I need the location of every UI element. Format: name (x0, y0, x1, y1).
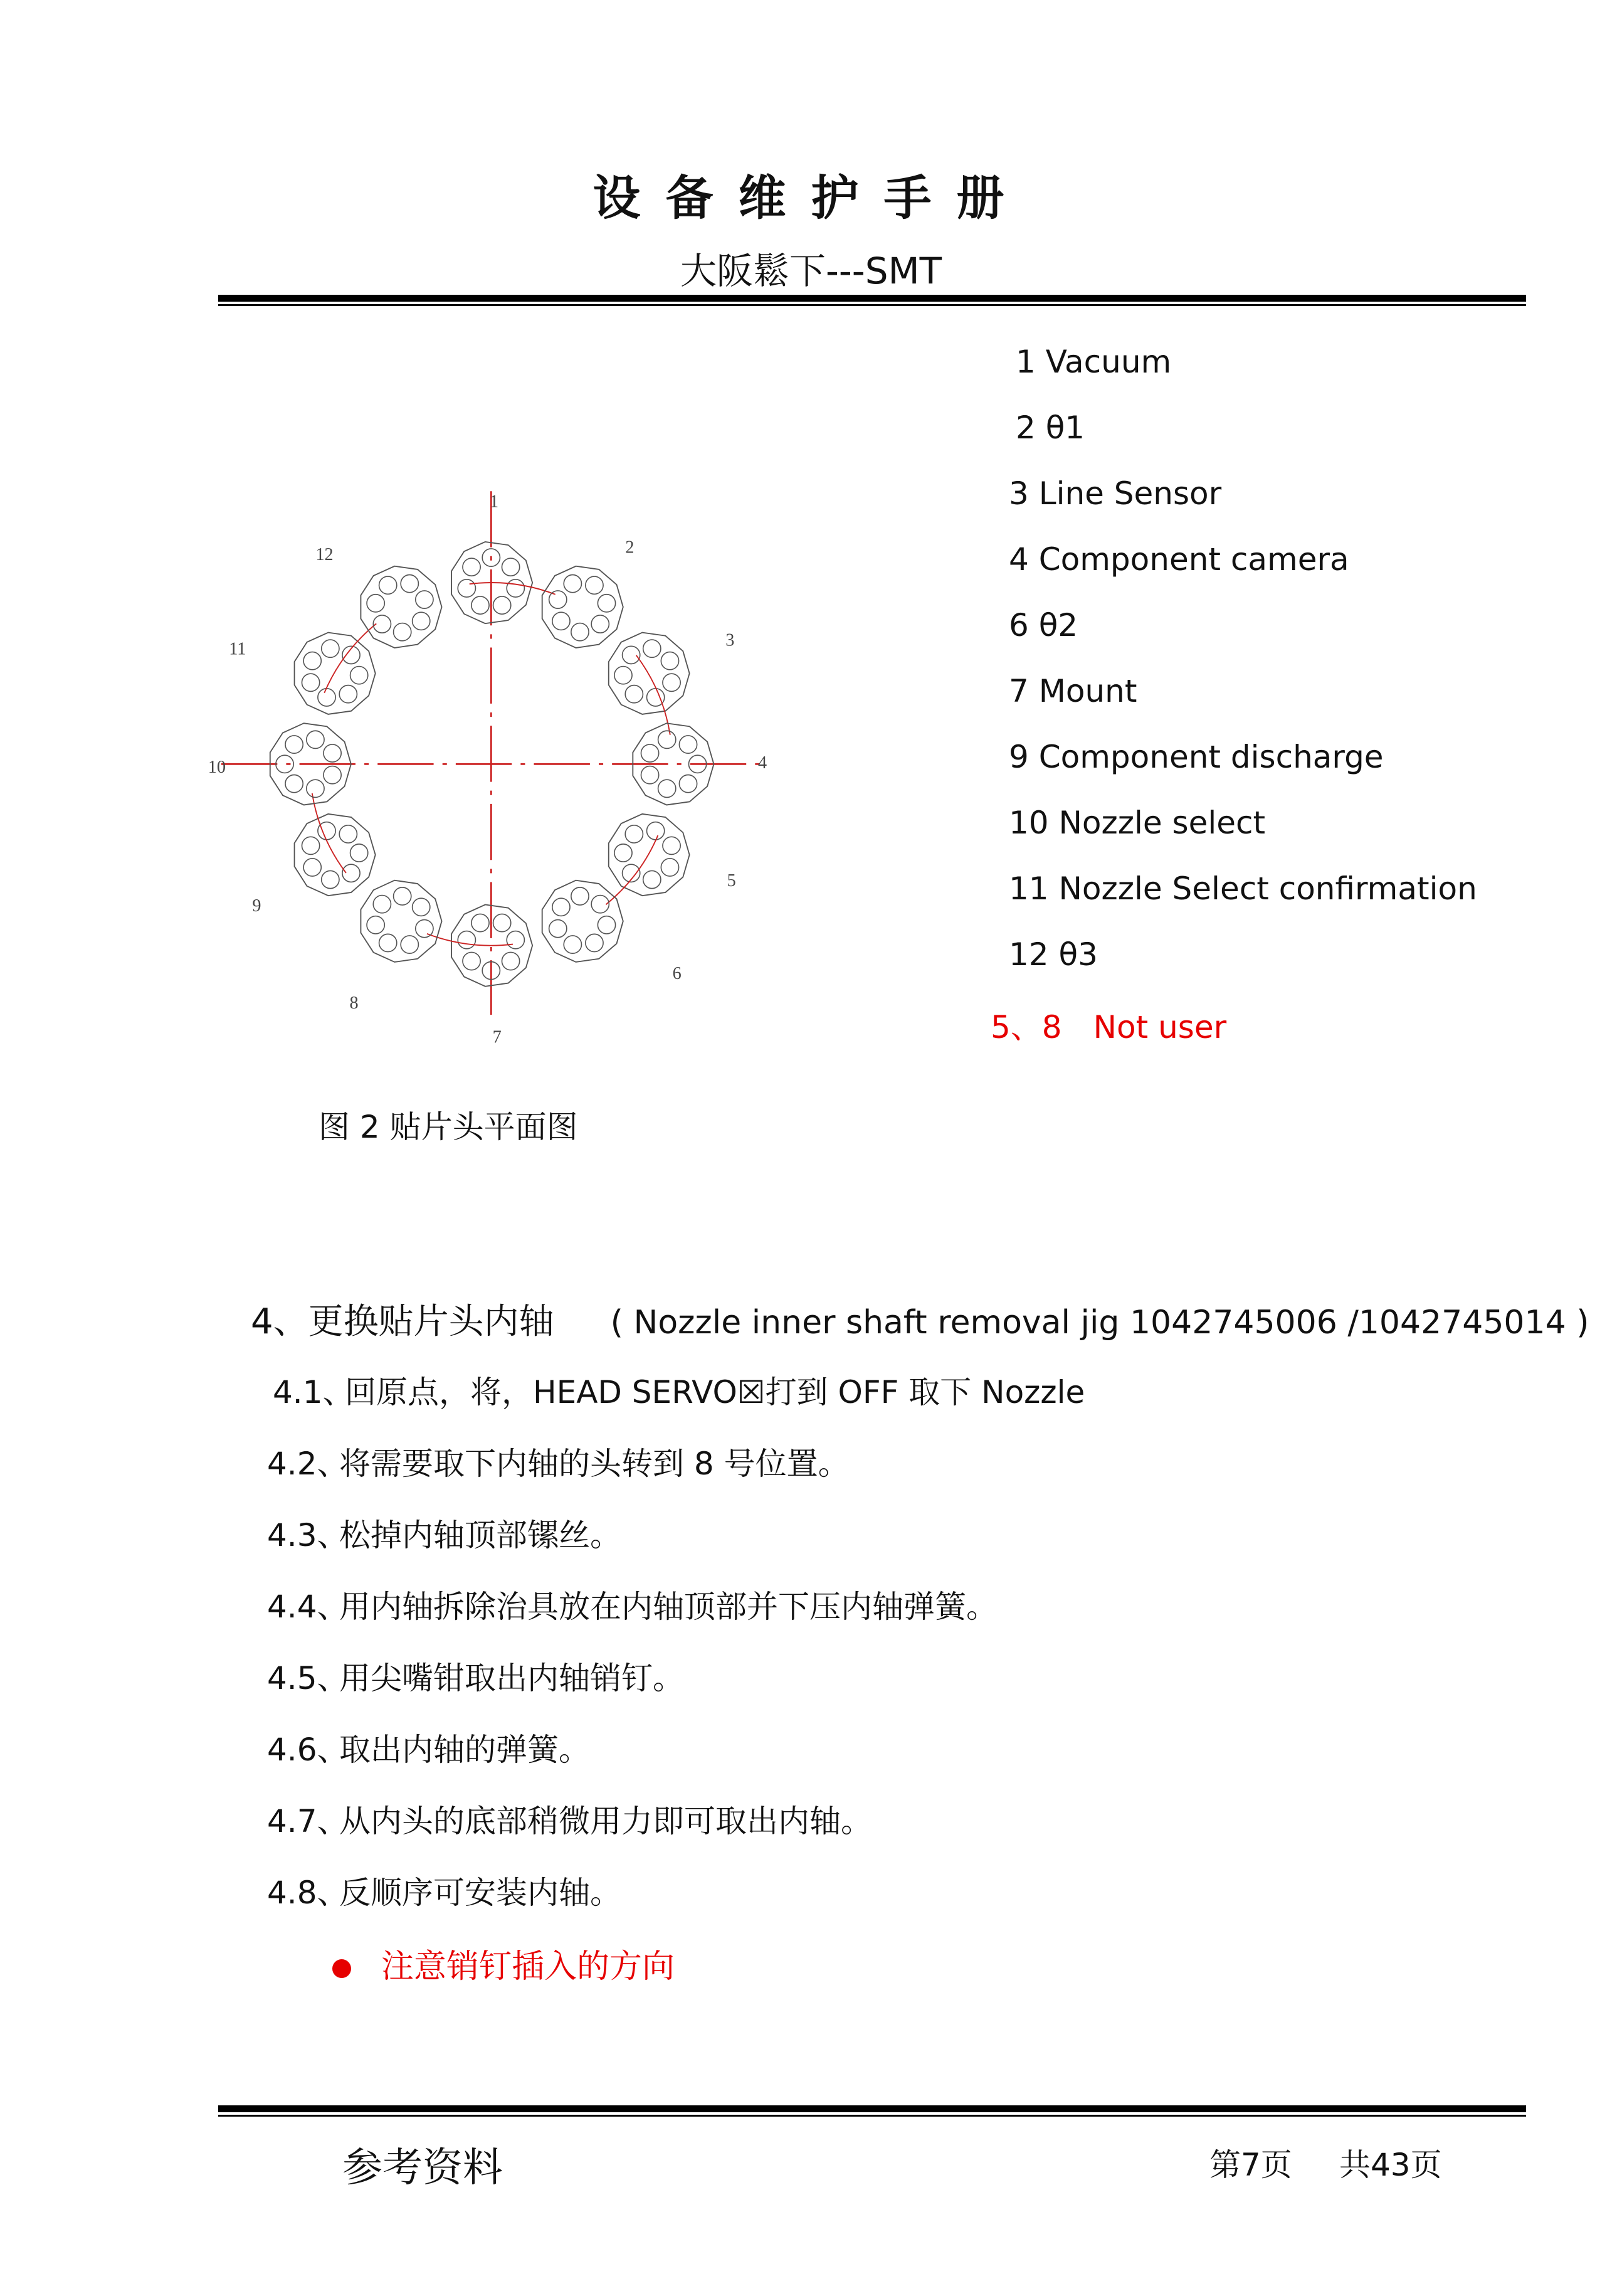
placement-head-diagram (188, 439, 878, 1066)
nozzle-hole (471, 596, 489, 614)
nozzle-hole (552, 898, 570, 916)
section-heading (251, 1294, 1589, 1344)
nozzle-hole (507, 931, 524, 949)
nozzle-hole (625, 685, 643, 703)
rotation-arc (470, 583, 556, 595)
legend-num: 11 (1009, 870, 1049, 907)
nozzle-hole (307, 731, 324, 748)
nozzle-hole (324, 766, 341, 784)
page-subtitle: 大阪鬆下---SMT (680, 250, 942, 292)
legend-item (1009, 673, 1137, 709)
nozzle-hole (586, 934, 603, 951)
page-title: 设备维护手册 (592, 170, 1030, 226)
step-item (273, 1367, 1085, 1412)
position-label: 3 (725, 630, 735, 650)
rotation-arc (636, 655, 670, 735)
legend-num: 6 (1009, 607, 1029, 643)
nozzle-hole (416, 591, 433, 608)
nozzle-head (295, 633, 376, 714)
nozzle-hole (502, 952, 519, 970)
nozzle-hole (614, 667, 632, 684)
position-label: 9 (252, 896, 261, 916)
legend-note (991, 1002, 1226, 1047)
step-text: 回原点，将，HEAD SERVO☒打到 OFF 取下 Nozzle (345, 1374, 1085, 1410)
nozzle-hole (367, 916, 384, 934)
nozzle-hole (324, 744, 341, 762)
position-label: 2 (625, 537, 635, 558)
nozzle-hole (471, 914, 489, 931)
nozzle-hole (493, 596, 511, 614)
nozzle-hole (564, 574, 581, 592)
nozzle-head (542, 566, 623, 648)
legend-item (1009, 805, 1265, 841)
footer-rule-thin (218, 2115, 1526, 2117)
nozzle-hole (591, 615, 609, 633)
footer-rule (218, 2105, 1526, 2112)
nozzle-hole (552, 612, 570, 630)
legend-item (1009, 870, 1477, 907)
header-rule (218, 295, 1526, 302)
legend-note-label: Not user (1093, 1009, 1227, 1045)
nozzle-hole (598, 595, 615, 612)
legend-item (1009, 541, 1349, 578)
nozzle-hole (458, 579, 475, 597)
position-label: 1 (489, 492, 499, 512)
nozzle-hole (658, 780, 676, 797)
nozzle-hole (625, 825, 643, 843)
step-number: 4.1、 (273, 1374, 354, 1410)
position-label: 6 (672, 964, 682, 984)
nozzle-hole (394, 887, 411, 905)
legend-label: Nozzle Select confirmation (1058, 870, 1477, 907)
nozzle-hole (342, 864, 360, 882)
step-text: 反顺序可安装内轴。 (339, 1875, 621, 1911)
nozzle-hole (564, 936, 581, 953)
nozzle-hole (367, 595, 384, 612)
nozzle-hole (571, 887, 589, 905)
bullet-icon (332, 1959, 351, 1978)
rotation-arc (312, 793, 346, 873)
nozzle-head (542, 881, 623, 962)
step-item (267, 1510, 621, 1555)
legend-num: 9 (1009, 739, 1029, 775)
legend-num: 12 (1009, 936, 1049, 973)
legend-label: Vacuum (1045, 344, 1172, 380)
section-heading-text: 4、更换贴片头内轴 (251, 1301, 554, 1342)
step-number: 4.3、 (267, 1517, 349, 1553)
legend-note-num: 5、8 (991, 1009, 1062, 1045)
step-number: 4.6、 (267, 1732, 349, 1768)
nozzle-hole (307, 780, 324, 797)
nozzle-hole (302, 837, 319, 854)
legend-num: 4 (1009, 541, 1029, 578)
nozzle-hole (679, 736, 697, 753)
nozzle-hole (303, 652, 321, 670)
step-number: 4.4、 (267, 1589, 349, 1625)
legend-num: 7 (1009, 673, 1029, 709)
nozzle-hole (276, 755, 293, 773)
position-label: 5 (727, 870, 736, 891)
step-text: 将需要取下内轴的头转到 8 号位置。 (339, 1446, 850, 1482)
nozzle-hole (502, 558, 519, 576)
legend-label: θ1 (1045, 410, 1085, 446)
step-number: 4.8、 (267, 1875, 349, 1911)
position-label: 8 (349, 993, 359, 1013)
position-label: 4 (758, 753, 767, 773)
nozzle-hole (339, 825, 357, 843)
step-item (267, 1868, 621, 1913)
nozzle-hole (586, 576, 603, 594)
step-item (267, 1796, 872, 1841)
nozzle-hole (661, 652, 678, 670)
legend-num: 1 (1016, 344, 1036, 380)
step-text: 用尖嘴钳取出内轴销钉。 (339, 1660, 684, 1696)
step-number: 4.5、 (267, 1660, 349, 1696)
legend-num: 10 (1009, 805, 1049, 841)
nozzle-hole (373, 896, 391, 913)
nozzle-hole (394, 623, 411, 641)
step-item (267, 1582, 998, 1627)
nozzle-head (609, 814, 690, 896)
legend-num: 2 (1016, 410, 1036, 446)
nozzle-hole (413, 898, 430, 916)
step-item (267, 1653, 684, 1698)
nozzle-hole (303, 859, 321, 876)
nozzle-hole (350, 667, 368, 684)
nozzle-hole (322, 870, 339, 888)
nozzle-hole (350, 844, 368, 862)
nozzle-hole (458, 931, 475, 949)
nozzle-hole (463, 558, 480, 576)
nozzle-hole (379, 576, 397, 594)
nozzle-hole (302, 674, 319, 691)
nozzle-hole (614, 844, 632, 862)
section-heading-en: ( Nozzle inner shaft removal jig 1042745006 /1042745014 ) (610, 1304, 1589, 1341)
nozzle-hole (549, 920, 567, 938)
footer-label: 参考资料 (342, 2145, 503, 2191)
header-rule-thin (218, 304, 1526, 306)
nozzle-hole (643, 640, 661, 657)
nozzle-hole (598, 916, 615, 934)
step-item (267, 1439, 850, 1484)
step-text: 取出内轴的弹簧。 (339, 1732, 590, 1768)
nozzle-hole (549, 591, 567, 608)
step-number: 4.2、 (267, 1446, 349, 1482)
nozzle-hole (318, 689, 335, 706)
nozzle-hole (401, 936, 418, 953)
nozzle-hole (463, 952, 480, 970)
step-text: 用内轴拆除治具放在内轴顶部并下压内轴弹簧。 (339, 1589, 998, 1625)
nozzle-hole (661, 859, 678, 876)
legend-label: θ3 (1058, 936, 1098, 973)
legend-item (1016, 410, 1085, 446)
nozzle-hole (416, 920, 433, 938)
step-text: 松掉内轴顶部镙丝。 (339, 1517, 621, 1553)
nozzle-hole (663, 674, 680, 691)
page-total: 共43页 (1339, 2147, 1442, 2183)
nozzle-hole (413, 612, 430, 630)
nozzle-hole (641, 744, 658, 762)
rotation-arc (427, 934, 513, 946)
nozzle-hole (658, 731, 676, 748)
nozzle-head (295, 814, 376, 896)
nozzle-hole (641, 766, 658, 784)
rotation-arc (324, 623, 376, 692)
nozzle-head (609, 633, 690, 714)
nozzle-hole (493, 914, 511, 931)
position-label: 11 (229, 639, 246, 659)
nozzle-hole (401, 574, 418, 592)
step-text: 从内头的底部稍微用力即可取出内轴。 (339, 1803, 872, 1839)
nozzle-hole (285, 775, 303, 792)
legend-item (1009, 475, 1221, 512)
step-item (267, 1725, 590, 1770)
nozzle-hole (571, 623, 589, 641)
page-number: 第7页 (1209, 2147, 1292, 2183)
nozzle-hole (379, 934, 397, 951)
position-label: 10 (208, 757, 226, 777)
nozzle-hole (643, 870, 661, 888)
nozzle-hole (623, 646, 640, 664)
step-number: 4.7、 (267, 1803, 349, 1839)
warning-note-text: 注意销钉插入的方向 (381, 1948, 675, 1986)
nozzle-hole (507, 579, 524, 597)
figure-caption: 图 2 贴片头平面图 (319, 1109, 578, 1145)
legend-label: Component camera (1038, 541, 1349, 578)
position-label: 7 (492, 1027, 502, 1047)
legend-item (1009, 739, 1384, 775)
legend-label: Line Sensor (1038, 475, 1222, 512)
legend-label: Nozzle select (1058, 805, 1266, 841)
nozzle-hole (679, 775, 697, 792)
legend-item (1016, 344, 1171, 380)
nozzle-hole (285, 736, 303, 753)
legend-item (1009, 607, 1078, 643)
nozzle-hole (663, 837, 680, 854)
nozzle-hole (647, 822, 665, 840)
legend-label: Mount (1038, 673, 1137, 709)
legend-label: Component discharge (1038, 739, 1384, 775)
legend-label: θ2 (1038, 607, 1078, 643)
nozzle-hole (322, 640, 339, 657)
legend-num: 3 (1009, 475, 1029, 512)
nozzle-hole (339, 685, 357, 703)
position-label: 12 (315, 545, 334, 565)
legend-item (1009, 936, 1098, 973)
warning-note (332, 1940, 675, 1987)
